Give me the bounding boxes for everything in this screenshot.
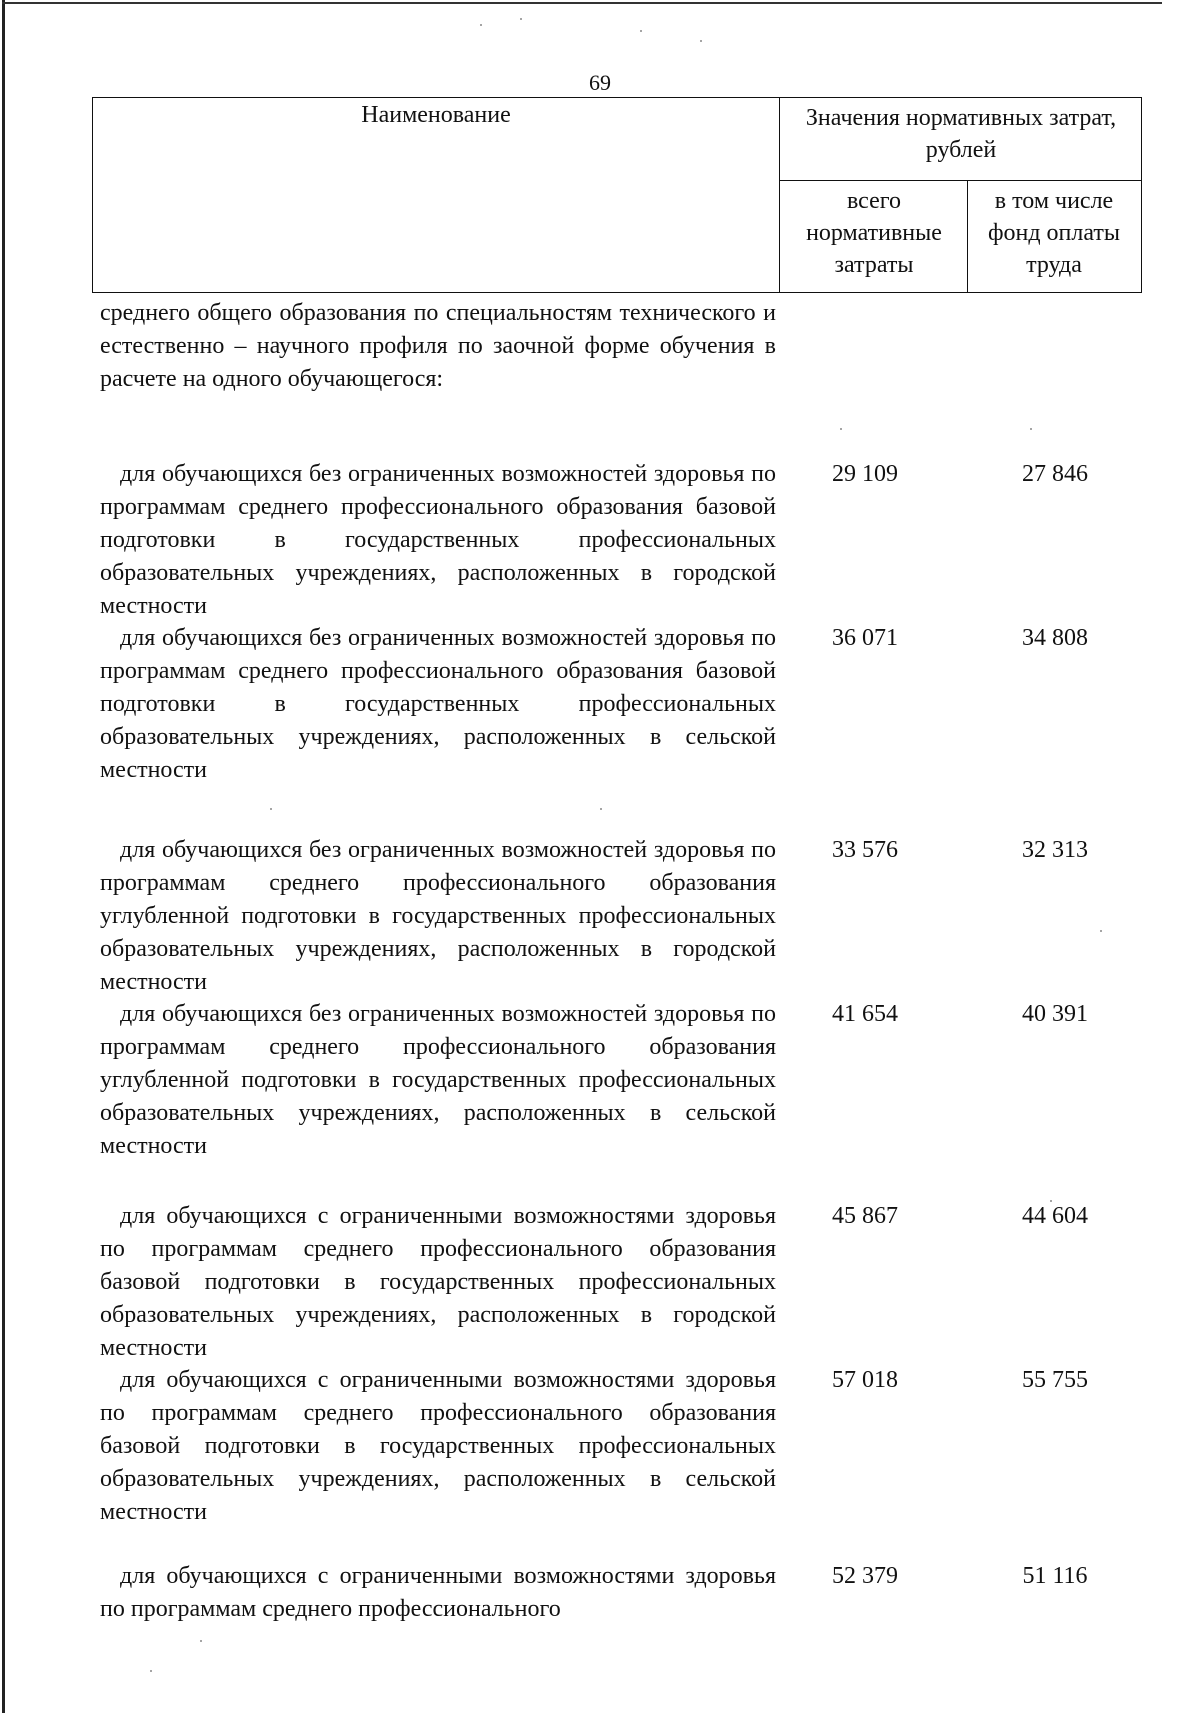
row-total-value: 33 576 xyxy=(832,837,898,863)
row-fot-value: 40 391 xyxy=(1022,1001,1088,1027)
row-description: для обучающихся без ограниченных возможностей здоровья по программам среднего профессионального образования углубленной подготовки в государственных профессиональных образовательных учреждениях, расположенных в сельской местности xyxy=(100,1001,776,1159)
row-total-value: 57 018 xyxy=(832,1367,898,1393)
intro-text: среднего общего образования по специальностям технического и естественно – научного профиля по заочной форме обучения в расчете на одного обучающегося: xyxy=(100,300,776,392)
row-fot-value: 55 755 xyxy=(1022,1367,1088,1393)
row-total-value: 36 071 xyxy=(832,625,898,651)
row-total-value: 45 867 xyxy=(832,1203,898,1229)
scan-speck xyxy=(1050,1200,1052,1202)
row-description: для обучающихся без ограниченных возможностей здоровья по программам среднего профессионального образования базовой подготовки в государственных профессиональных образовательных учреждениях, расположенных в сельской местности xyxy=(100,625,776,783)
row-total-value: 41 654 xyxy=(832,1001,898,1027)
row-fot-value: 44 604 xyxy=(1022,1203,1088,1229)
row-description: для обучающихся с ограниченными возможностями здоровья по программам среднего профессионального образования базовой подготовки в государственных профессиональных образовательных учреждениях, расположенных в городской местности xyxy=(100,1203,776,1361)
scan-speck xyxy=(840,428,842,430)
column-header-values: Значения нормативных затрат, рублей xyxy=(805,105,1117,163)
row-fot-value: 34 808 xyxy=(1022,625,1088,651)
scan-speck xyxy=(270,808,272,810)
row-fot-value: 32 313 xyxy=(1022,837,1088,863)
row-total-value: 52 379 xyxy=(832,1563,898,1589)
row-fot-value: 27 846 xyxy=(1022,461,1088,487)
scan-speck xyxy=(700,40,702,42)
scan-speck xyxy=(200,1640,202,1642)
row-description: для обучающихся с ограниченными возможностями здоровья по программам среднего профессионального образования базовой подготовки в государственных профессиональных образовательных учреждениях, расположенных в сельской местности xyxy=(100,1367,776,1525)
column-header-name: Наименование xyxy=(361,102,511,128)
scan-speck xyxy=(150,1670,152,1672)
scan-speck xyxy=(640,30,642,32)
scan-speck xyxy=(1030,428,1032,430)
row-description: для обучающихся с ограниченными возможностями здоровья по программам среднего профессионального xyxy=(100,1563,776,1622)
scan-speck xyxy=(480,24,482,26)
column-header-total: всего нормативные затраты xyxy=(806,188,942,278)
row-total-value: 29 109 xyxy=(832,461,898,487)
row-fot-value: 51 116 xyxy=(1022,1563,1088,1589)
column-header-fot: в том числе фонд оплаты труда xyxy=(987,188,1121,278)
scan-speck xyxy=(600,808,602,810)
scan-speck xyxy=(1100,930,1102,932)
page-number: 69 xyxy=(589,70,611,95)
row-description: для обучающихся без ограниченных возможностей здоровья по программам среднего профессионального образования базовой подготовки в государственных профессиональных образовательных учреждениях, расположенных в городской местности xyxy=(100,461,776,619)
scan-speck xyxy=(520,18,522,20)
row-description: для обучающихся без ограниченных возможностей здоровья по программам среднего профессионального образования углубленной подготовки в государственных профессиональных образовательных учреждениях, расположенных в городской местности xyxy=(100,837,776,995)
